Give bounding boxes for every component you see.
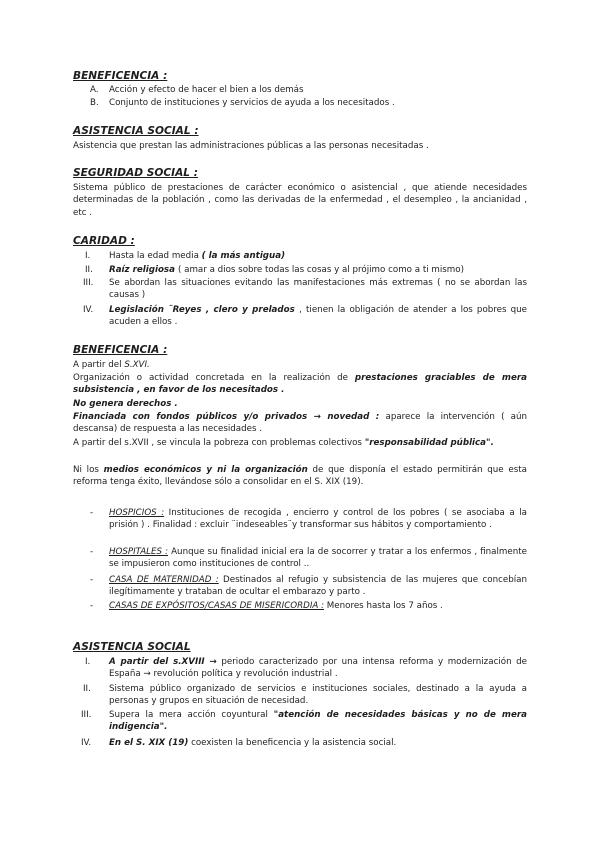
text-emphasis: "responsabilidad pública". — [364, 438, 494, 448]
item-text: periodo caracterizado por una intensa reforma y modernización de España → revolución política y revolución industrial . — [109, 657, 528, 680]
list-item — [109, 737, 527, 749]
list-item: Acción y efecto de hacer el bien a los demás — [109, 85, 304, 95]
item-emphasis: Raíz religiosa — [109, 265, 178, 275]
list-item — [109, 507, 527, 532]
list-marker: II. — [85, 265, 93, 275]
list-marker: A. — [90, 85, 99, 95]
paragraph — [73, 411, 527, 436]
item-text: Destinados al refugio y subsistencia de las mujeres que concebían ilegítimamente y trataban de ocultar el embarazo y parto . — [109, 575, 527, 598]
item-label: HOSPICIOS : — [109, 508, 165, 518]
text: de que disponía el estado permitirán que esta reforma tenga éxito, llevándose sólo a consolidar en el S. XIX (19). — [73, 465, 527, 488]
list-marker: - — [90, 601, 94, 611]
paragraph: Sistema público de prestaciones de carácter económico o asistencial , que atiende necesidades determinadas de la población , como las derivadas de la enfermedad , el desempleo , la ancianidad , etc . — [73, 183, 527, 218]
item-text: ( amar a dios sobre todas las cosas y al prójimo como a ti mismo) — [177, 265, 464, 275]
text: A partir del s.XVII , se vincula la pobreza con problemas colectivos — [73, 438, 365, 448]
text: aparece la intervención ( aún descansa) de respuesta a las necesidades . — [73, 412, 527, 435]
item-text: Instituciones de recogida , encierro y control de los pobres ( se asociaba a la prisión ) . Finalidad : excluir ¨indeseables¨y transformar sus hábitos y comportamiento . — [109, 508, 527, 531]
list-marker: IV. — [83, 305, 94, 315]
list-marker: I. — [85, 657, 91, 667]
list-marker: I. — [85, 251, 91, 261]
heading-seguridad-social: SEGURIDAD SOCIAL : — [73, 167, 198, 179]
text: Ni los — [73, 465, 104, 475]
item-text: Supera la mera acción coyuntural — [109, 710, 274, 720]
paragraph — [73, 437, 527, 449]
item-emphasis: Legislación ¨Reyes , clero y prelados — [109, 305, 300, 315]
list-item: Conjunto de instituciones y servicios de ayuda a los necesitados . — [109, 98, 395, 108]
paragraph — [73, 359, 527, 371]
list-item — [109, 574, 527, 599]
item-emphasis: ( la más antigua) — [201, 251, 286, 261]
item-emphasis: En el S. XIX (19) — [109, 738, 189, 748]
list-item: Sistema público organizado de servicios e instituciones sociales, destinado a la ayuda a personas y grupos en situación de necesidad. — [109, 684, 527, 707]
list-item — [109, 656, 527, 681]
item-emphasis: "atención de necesidades básicas y no de mera indigencia". — [109, 710, 527, 733]
item-text: Aunque su finalidad inicial era la de socorrer y tratar a los enfermos , finalmente se impusieron como instituciones de control .. — [109, 547, 527, 570]
list-item — [109, 264, 527, 276]
text-italic: S.XVI. — [124, 360, 150, 370]
list-item — [109, 600, 527, 612]
item-text: Menores hasta los 7 años . — [324, 601, 443, 611]
item-emphasis: A partir del s.XVIII → — [109, 657, 217, 667]
item-text: coexisten la beneficencia y la asistencia social. — [188, 738, 397, 748]
list-marker: III. — [83, 278, 94, 288]
paragraph — [73, 372, 527, 397]
list-marker: - — [90, 547, 94, 557]
heading-caridad: CARIDAD : — [73, 235, 135, 247]
heading-asistencia-social-1: ASISTENCIA SOCIAL : — [73, 125, 199, 137]
list-marker: IV. — [81, 738, 92, 748]
list-marker: II. — [83, 684, 91, 694]
list-item — [109, 546, 527, 571]
list-marker: - — [90, 508, 94, 518]
text-emphasis: prestaciones graciables de mera subsistencia , en favor de los necesitados . — [73, 373, 528, 396]
list-marker: - — [90, 575, 94, 585]
item-label: CASA DE MATERNIDAD : — [109, 575, 219, 585]
item-text: , tienen la obligación de atender a los pobres que acuden a ellos . — [109, 305, 527, 328]
text-emphasis: Financiada con fondos públicos y/o privados → novedad : — [73, 412, 380, 422]
item-label: HOSPITALES : — [109, 547, 169, 557]
list-item — [109, 250, 527, 262]
list-item — [109, 709, 527, 734]
item-text: Hasta la edad media — [109, 251, 202, 261]
list-item: Se abordan las situaciones evitando las manifestaciones más extremas ( no se abordan las causas ) — [109, 278, 527, 301]
list-marker: III. — [81, 710, 92, 720]
list-item — [109, 304, 527, 329]
text-emphasis: medios económicos y ni la organización — [103, 465, 308, 475]
item-label: CASAS DE EXPÓSITOS/CASAS DE MISERICORDIA : — [109, 601, 325, 611]
paragraph: Asistencia que prestan las administraciones públicas a las personas necesitadas . — [73, 141, 429, 151]
heading-beneficencia-1: BENEFICENCIA : — [73, 70, 168, 82]
paragraph — [73, 464, 527, 489]
heading-asistencia-social-2: ASISTENCIA SOCIAL — [73, 641, 191, 653]
text: Organización o actividad concretada en la realización de — [73, 373, 355, 383]
heading-beneficencia-2: BENEFICENCIA : — [73, 344, 168, 356]
text: A partir del — [73, 360, 125, 370]
paragraph: No genera derechos . — [73, 399, 178, 409]
list-marker: B. — [90, 98, 99, 108]
